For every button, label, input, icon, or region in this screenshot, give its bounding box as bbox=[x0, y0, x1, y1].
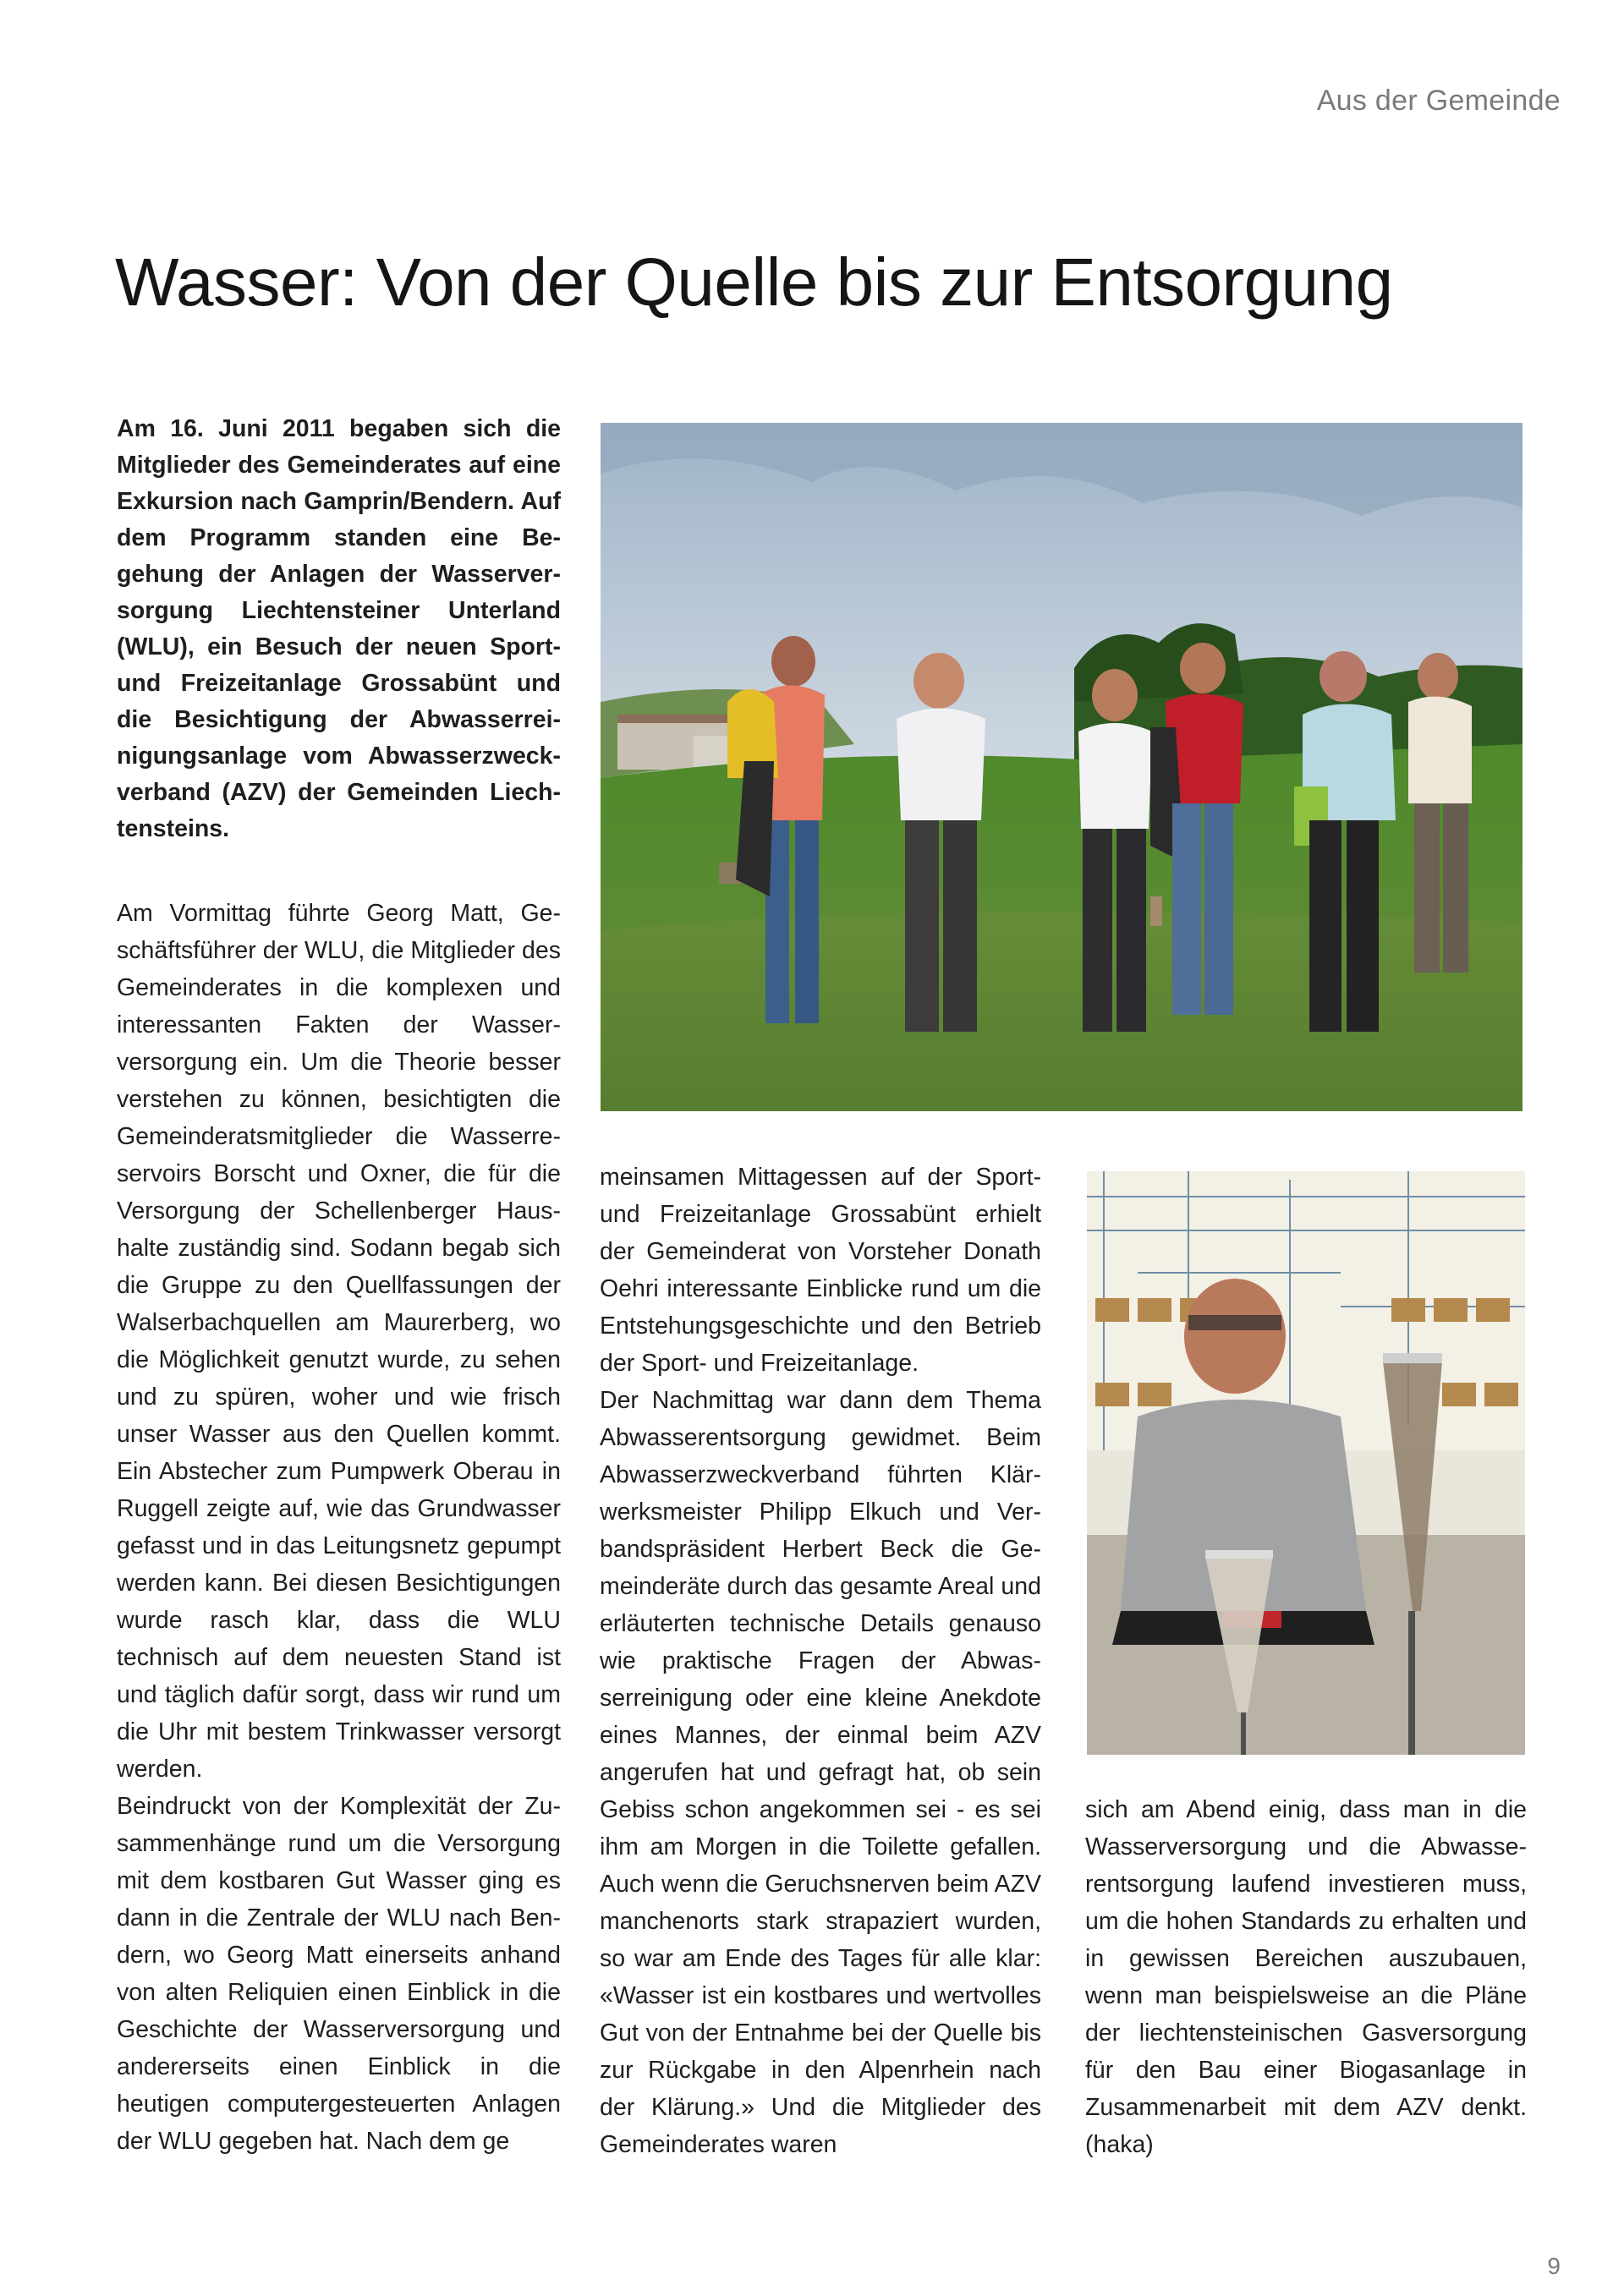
lab-photo bbox=[1087, 1171, 1525, 1755]
article-column-1 bbox=[117, 895, 561, 2160]
body-paragraph: Beindruckt von der Komplexität der Zusammenhänge rund um die Versorgung mit dem kostbaren Gut Wasser ging es dann in die Zentrale der WLU nach Bendern, wo Georg Matt einerseits anhand von alten Reliquien einen Einblick in die Geschichte der Wasserversorgung und andererseits einen Einblick in die heutigen computergesteuerten Anlagen der WLU gegeben hat. Nach dem ge bbox=[117, 1793, 561, 2155]
page-number: 9 bbox=[1547, 2253, 1561, 2279]
body-paragraph: sich am Abend einig, dass man in die Wasserversorgung und die Abwasserentsorgung laufend investieren muss, um die hohen Standards zu erhalten und in gewissen Bereichen auszubauen, wenn man beispielsweise an die Pläne der liechtensteinischen Gasversorgung für den Bau einer Biogasanlage in Zusammenarbeit mit dem AZV denkt. (haka) bbox=[1085, 1796, 1527, 2158]
article-lead bbox=[117, 411, 561, 847]
lead-paragraph: Am 16. Juni 2011 begaben sich die Mitglieder des Gemeinderates auf eine Exkursion nach Gamprin/Bendern. Auf dem Programm standen eine Begehung der Anlagen der Wasserversorgung Liechtensteiner Unterland (WLU), ein Besuch der neuen Sport- und Freizeitanlage Grossabünt und die Besichtigung der Abwasserreinigungsanlage vom Abwasserzweckverband (AZV) der Gemeinden Liechtensteins. bbox=[117, 415, 561, 842]
article-column-3 bbox=[1085, 1791, 1527, 2163]
body-paragraph: Der Nachmittag war dann dem Thema Abwasserentsorgung gewidmet. Beim Abwasserzweckverband führten Klärwerksmeister Philipp Elkuch und Verbandspräsident Herbert Beck die Gemeinderäte durch das gesamte Areal und erläuterten technische Details genauso wie praktische Fragen der Abwasserreinigung oder eine kleine Anekdote eines Mannes, der einmal beim AZV angerufen hat und gefragt hat, ob sein Gebiss schon angekommen sei - es sei ihm am Morgen in die Toilette gefallen. Auch wenn die Geruchsnerven beim AZV manchenorts stark strapaziert wurden, so war am Ende des Tages für alle klar: «Wasser ist ein kostbares und wertvolles Gut von der Entnahme bei der Quelle bis zur Rückgabe in den Alpenrhein nach der Klärung.» Und die Mitglieder des Gemeinderates waren bbox=[600, 1387, 1041, 2158]
section-label: Aus der Gemeinde bbox=[1316, 85, 1561, 117]
body-paragraph: Am Vormittag führte Georg Matt, Geschäftsführer der WLU, die Mitglieder des Gemeinderates in die komplexen und interessanten Fakten der Wasserversorgung ein. Um die Theorie besser verstehen zu können, besichtigten die Gemeinderatsmitglieder die Wasserreservoirs Borscht und Oxner, die für die Versorgung der Schellenberger Haushalte zuständig sind. Sodann begab sich die Gruppe zu den Quellfassungen der Walserbachquellen am Maurerberg, wo die Möglichkeit genutzt wurde, zu sehen und zu spüren, woher und wie frisch unser Wasser aus den Quellen kommt. Ein Abstecher zum Pumpwerk Oberau in Ruggell zeigte auf, wie das Grundwasser gefasst und in das Leitungsnetz gepumpt werden kann. Bei diesen Besichtigungen wurde rasch klar, dass die WLU technisch auf dem neuesten Stand ist und täglich dafür sorgt, dass wir rund um die Uhr mit bestem Trinkwasser versorgt werden. bbox=[117, 900, 561, 1783]
group-photo-image bbox=[601, 423, 1522, 1111]
article-column-2 bbox=[600, 1159, 1041, 2163]
lab-photo-image bbox=[1087, 1171, 1525, 1755]
article-title: Wasser: Von der Quelle bis zur Entsorgung bbox=[115, 244, 1393, 320]
body-paragraph: meinsamen Mittagessen auf der Sport- und Freizeitanlage Grossabünt erhielt der Gemeinderat von Vorsteher Donath Oehri interessante Einblicke rund um die Entstehungsgeschichte und den Betrieb der Sport- und Freizeitanlage. bbox=[600, 1164, 1041, 1377]
group-photo bbox=[601, 423, 1522, 1111]
